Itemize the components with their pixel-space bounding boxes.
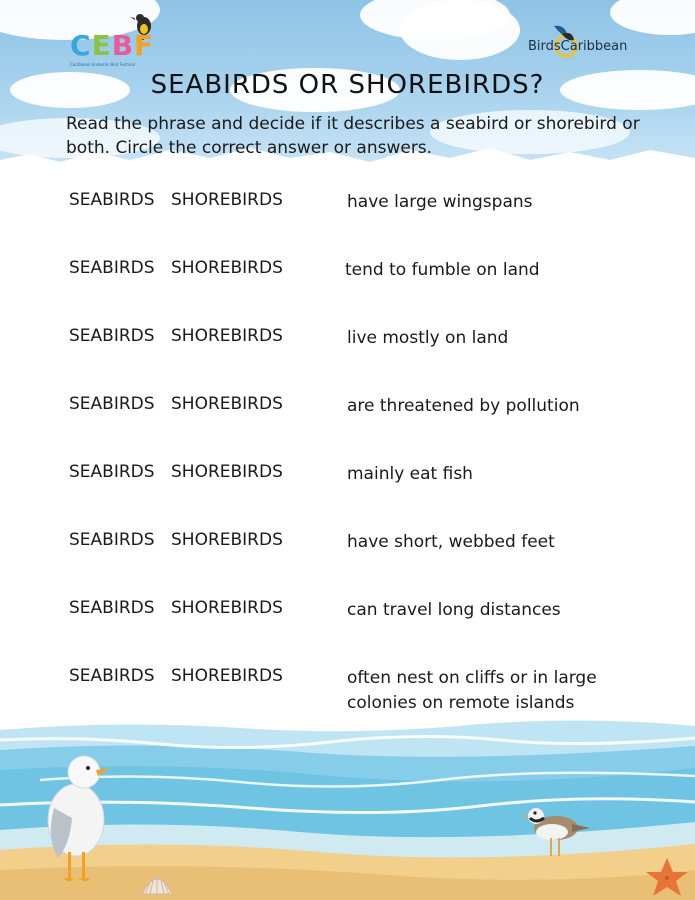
cebf-letter-f: F	[134, 29, 155, 62]
question-row	[0, 326, 695, 376]
question-row	[0, 666, 695, 716]
plover-illustration	[522, 802, 592, 862]
option-shorebirds[interactable]: SHOREBIRDS	[171, 394, 283, 414]
phrase: often nest on cliffs or in large colonies on remote islands	[347, 668, 597, 713]
phrase: can travel long distances	[347, 600, 561, 620]
option-seabirds[interactable]: SEABIRDS	[69, 190, 155, 210]
option-seabirds[interactable]: SEABIRDS	[69, 394, 155, 414]
option-shorebirds[interactable]: SHOREBIRDS	[171, 462, 283, 482]
seagull-illustration	[40, 748, 120, 888]
option-shorebirds[interactable]: SHOREBIRDS	[171, 530, 283, 550]
phrase: live mostly on land	[347, 328, 509, 348]
phrase: tend to fumble on land	[345, 260, 540, 280]
option-seabirds[interactable]: SEABIRDS	[69, 666, 155, 686]
option-shorebirds[interactable]: SHOREBIRDS	[171, 666, 283, 686]
question-row	[0, 462, 695, 512]
option-shorebirds[interactable]: SHOREBIRDS	[171, 598, 283, 618]
birdscaribbean-logo	[528, 22, 638, 62]
option-shorebirds[interactable]: SHOREBIRDS	[171, 326, 283, 346]
phrase: mainly eat fish	[347, 464, 473, 484]
option-shorebirds[interactable]: SHOREBIRDS	[171, 258, 283, 278]
birdscaribbean-text: BirdsCaribbean	[528, 39, 628, 54]
phrase: have large wingspans	[347, 192, 533, 212]
cebf-letter-c: C	[70, 29, 92, 62]
instructions: Read the phrase and decide if it describes a seabird or shorebird or both. Circle the correct answer or answers.	[66, 114, 640, 158]
option-seabirds[interactable]: SEABIRDS	[69, 462, 155, 482]
cebf-logo	[70, 18, 160, 68]
question-row	[0, 258, 695, 308]
option-seabirds[interactable]: SEABIRDS	[69, 258, 155, 278]
page-title: SEABIRDS OR SHOREBIRDS?	[150, 70, 545, 100]
question-row	[0, 598, 695, 648]
cebf-subtitle: Caribbean Endemic Bird Festival	[70, 62, 135, 67]
option-shorebirds[interactable]: SHOREBIRDS	[171, 190, 283, 210]
question-row	[0, 530, 695, 580]
phrase: have short, webbed feet	[347, 532, 555, 552]
option-seabirds[interactable]: SEABIRDS	[69, 326, 155, 346]
starfish-icon	[642, 856, 692, 900]
option-seabirds[interactable]: SEABIRDS	[69, 530, 155, 550]
option-seabirds[interactable]: SEABIRDS	[69, 598, 155, 618]
phrase: are threatened by pollution	[347, 396, 580, 416]
seashell-icon	[140, 868, 174, 896]
question-row	[0, 190, 695, 240]
cebf-letter-b: B	[111, 29, 135, 62]
question-row	[0, 394, 695, 444]
cebf-letter-e: E	[91, 29, 112, 62]
